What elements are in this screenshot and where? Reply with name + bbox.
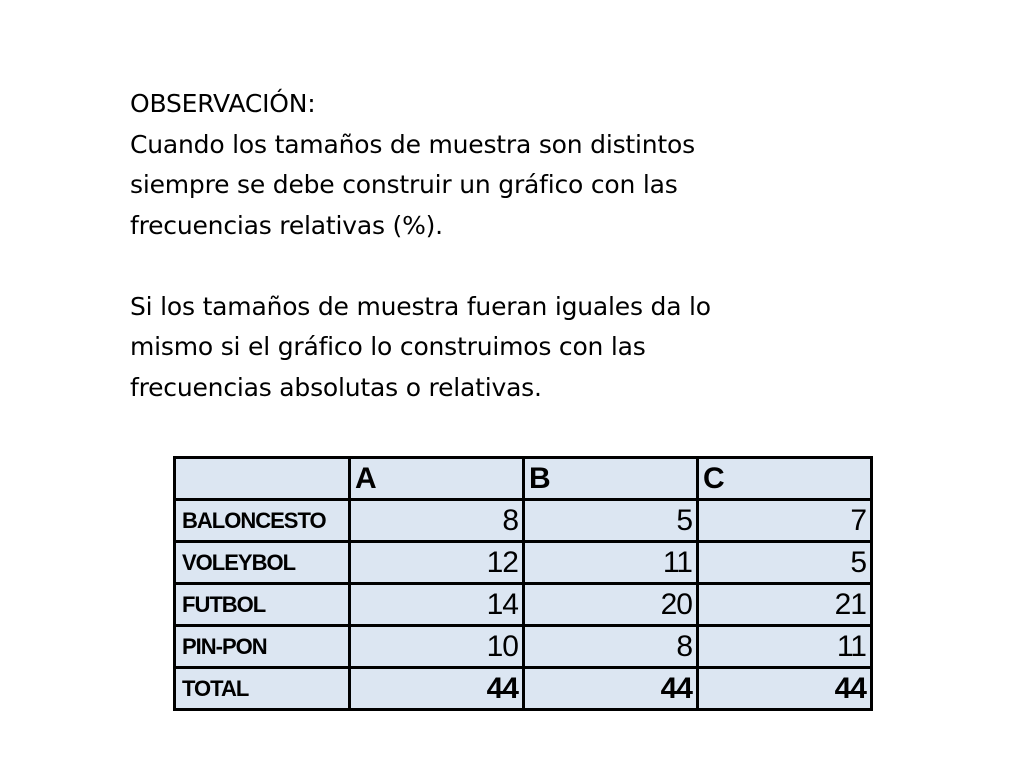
row-label: FUTBOL	[175, 584, 350, 626]
table-cell: 11	[698, 626, 872, 668]
corner-cell	[175, 458, 350, 500]
column-header: C	[698, 458, 872, 500]
table-row	[175, 542, 872, 584]
table-cell: 11	[524, 542, 698, 584]
table-cell: 44	[350, 668, 524, 710]
row-label: VOLEYBOL	[175, 542, 350, 584]
table-header-row	[175, 458, 872, 500]
paragraph2-line: Si los tamaños de muestra fueran iguales da lo	[130, 291, 711, 321]
row-label: TOTAL	[175, 668, 350, 710]
table-cell: 12	[350, 542, 524, 584]
table-cell: 5	[524, 500, 698, 542]
table-row	[175, 500, 872, 542]
paragraph1-line: siempre se debe construir un gráfico con las	[130, 170, 678, 199]
table-cell: 14	[350, 584, 524, 626]
paragraph1-line: frecuencias relativas (%).	[130, 210, 443, 240]
observation-text	[130, 84, 910, 408]
paragraph2-line: mismo si el gráfico lo construimos con las	[130, 332, 646, 361]
paragraph-gap	[130, 246, 910, 287]
column-header: A	[350, 458, 524, 500]
table-cell: 21	[698, 584, 872, 626]
table-total-row	[175, 668, 872, 710]
table-cell: 44	[524, 668, 698, 710]
paragraph1-line: Cuando los tamaños de muestra son distintos	[130, 129, 695, 159]
table-cell: 7	[698, 500, 872, 542]
table-cell: 5	[698, 542, 872, 584]
table-row	[175, 584, 872, 626]
row-label: PIN-PON	[175, 626, 350, 668]
table-cell: 8	[350, 500, 524, 542]
observation-heading: OBSERVACIÓN:	[130, 89, 316, 118]
column-header: B	[524, 458, 698, 500]
row-label: BALONCESTO	[175, 500, 350, 542]
table-cell: 44	[698, 668, 872, 710]
paragraph2-line: frecuencias absolutas o relativas.	[130, 372, 542, 402]
frequency-table	[173, 456, 873, 711]
table-cell: 10	[350, 626, 524, 668]
table-cell: 20	[524, 584, 698, 626]
table-row	[175, 626, 872, 668]
table-cell: 8	[524, 626, 698, 668]
